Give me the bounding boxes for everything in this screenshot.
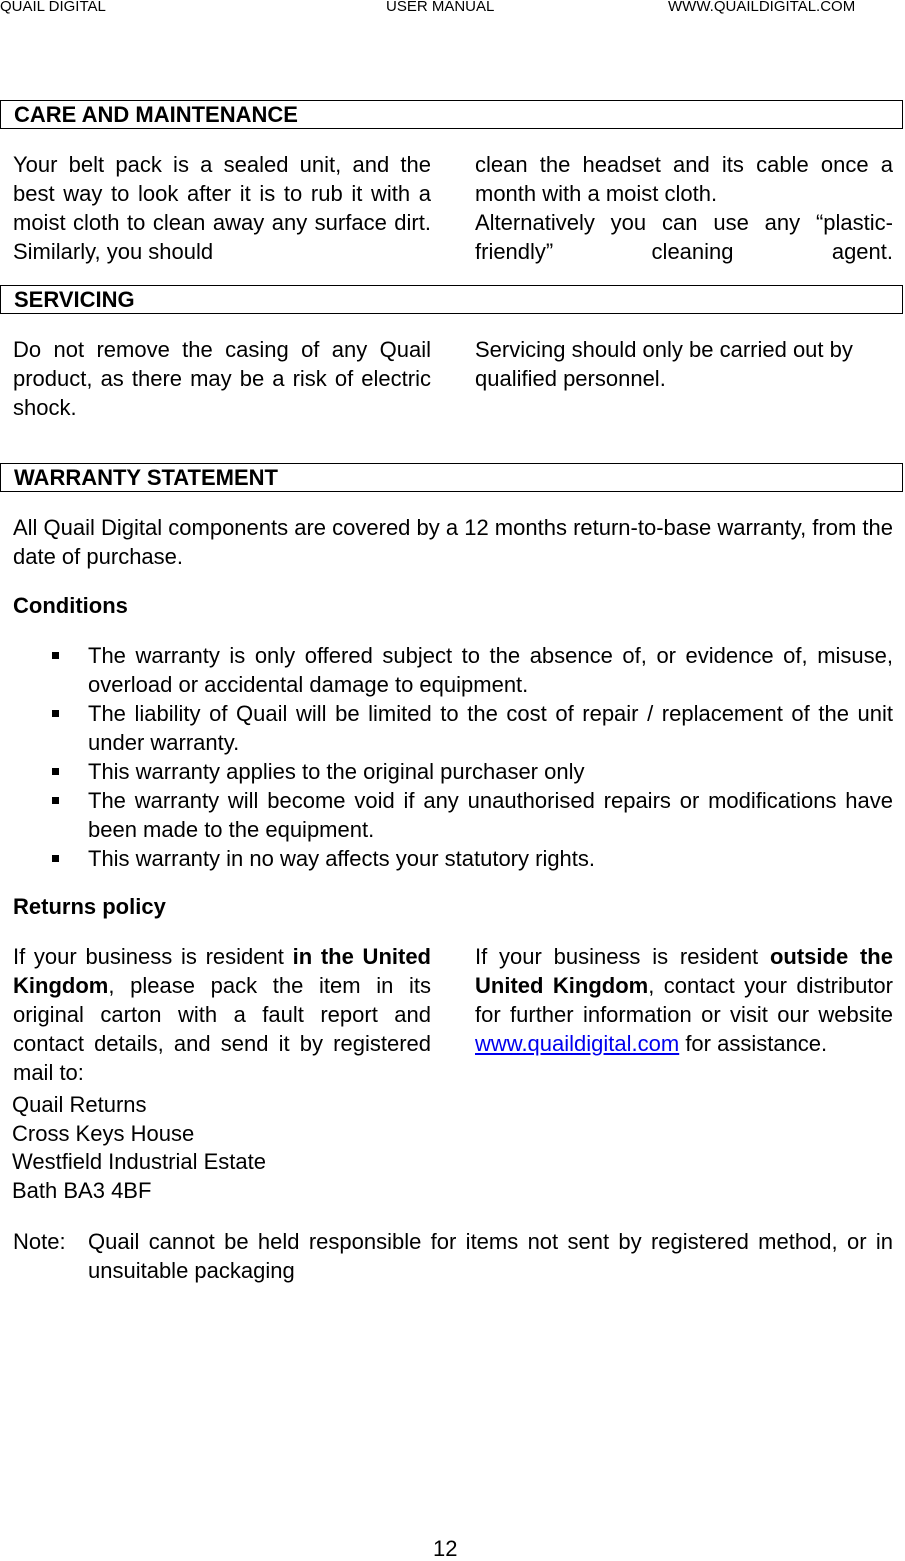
header-url: WWW.QUAILDIGITAL.COM — [668, 0, 856, 15]
warranty-section-title: WARRANTY STATEMENT — [0, 463, 903, 492]
address-line: Bath BA3 4BF — [12, 1178, 152, 1203]
servicing-section-title: SERVICING — [0, 285, 903, 314]
outside-bold: outside the United Kingdom — [475, 944, 893, 998]
bullet-icon — [52, 710, 59, 717]
returns-outside-text — [475, 942, 893, 1058]
returns-uk-text — [13, 942, 431, 1087]
bullet-icon — [52, 797, 59, 804]
care-section-title: CARE AND MAINTENANCE — [0, 100, 903, 129]
note-text: Quail cannot be held responsible for items not sent by registered method, or in unsuitable packaging — [88, 1229, 893, 1283]
website-link[interactable]: www.quaildigital.com — [475, 1031, 680, 1056]
returns-heading: Returns policy — [13, 894, 166, 919]
address-line: Cross Keys House — [12, 1121, 195, 1146]
conditions-heading: Conditions — [13, 593, 128, 618]
servicing-right-text: Servicing should only be carried out by qualified personnel. — [475, 337, 853, 391]
condition-item: The liability of Quail will be limited to the cost of repair / replacement of the unit under warranty. — [88, 701, 893, 755]
condition-item: This warranty applies to the original purchaser only — [88, 759, 585, 784]
care-right-para-2: Alternatively you can use any “plastic-friendly” cleaning agent. — [475, 210, 893, 264]
outside-mid: , contact your distributor for further information or visit our website — [475, 973, 893, 1027]
bullet-icon — [52, 855, 59, 862]
condition-item: The warranty is only offered subject to the absence of, or evidence of, misuse, overload or accidental damage to equipment. — [88, 643, 893, 697]
condition-item: The warranty will become void if any unauthorised repairs or modifications have been made to the equipment. — [88, 788, 893, 842]
address-line: Westfield Industrial Estate — [12, 1149, 266, 1174]
care-right-text — [475, 150, 893, 266]
servicing-left-text: Do not remove the casing of any Quail product, as there may be a risk of electric shock. — [13, 337, 431, 420]
warranty-intro: All Quail Digital components are covered by a 12 months return-to-base warranty, from the date of purchase. — [13, 515, 893, 569]
bullet-icon — [52, 768, 59, 775]
header-title: USER MANUAL — [386, 0, 495, 15]
uk-pre: If your business is resident — [13, 944, 293, 969]
outside-pre: If your business is resident — [475, 944, 770, 969]
condition-item: This warranty in no way affects your statutory rights. — [88, 846, 596, 871]
header-brand: QUAIL DIGITAL — [0, 0, 106, 15]
note-label: Note: — [13, 1229, 66, 1254]
bullet-icon — [52, 652, 59, 659]
care-right-para-1: clean the headset and its cable once a month with a moist cloth. — [475, 152, 893, 206]
page-number: 12 — [433, 1536, 458, 1561]
uk-post: , please pack the item in its original carton with a fault report and contact details, and send it by registered mail to: — [13, 973, 431, 1085]
care-left-text: Your belt pack is a sealed unit, and the best way to look after it is to rub it with a moist cloth to clean away any surface dirt. Similarly, you should — [13, 152, 431, 264]
address-line: Quail Returns — [12, 1092, 147, 1117]
uk-bold: in the United Kingdom — [13, 944, 431, 998]
outside-post: for assistance. — [679, 1031, 828, 1056]
